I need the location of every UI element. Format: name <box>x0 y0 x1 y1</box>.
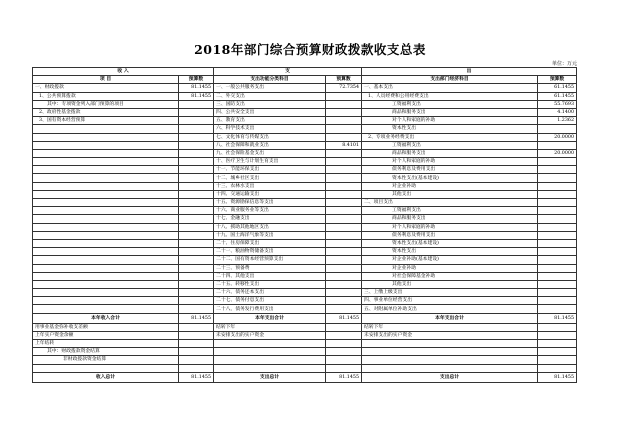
func-amount <box>326 323 362 331</box>
econ-item: 工资福利支出 <box>362 207 538 215</box>
econ-amount: 4.1400 <box>538 108 577 116</box>
header-group-row <box>33 68 577 76</box>
econ-item: 五、对附属单位补助支出 <box>362 305 538 313</box>
income-amount <box>179 117 214 125</box>
func-amount <box>326 340 362 348</box>
econ-amount <box>538 207 577 215</box>
econ-item: 四、事业单位经营支出 <box>362 297 538 305</box>
func-item: 二十二、国有资本经营预算支出 <box>214 256 326 264</box>
table-row <box>33 264 577 272</box>
empty-cell <box>326 364 362 372</box>
income-amount <box>179 280 214 288</box>
econ-item: 资本性支出(基本建设) <box>362 239 538 247</box>
income-item <box>33 141 179 149</box>
income-total-amount: 81.1455 <box>179 313 214 323</box>
empty-cell <box>214 364 326 372</box>
func-item: 二十六、债务还本支出 <box>214 289 326 297</box>
func-total-amount: 81.1455 <box>326 313 362 323</box>
func-amount <box>326 256 362 264</box>
func-item: 二十八、债务发行费用支出 <box>214 305 326 313</box>
income-amount <box>179 141 214 149</box>
empty-cell <box>538 364 577 372</box>
econ-grand-total-label: 支出总计 <box>362 372 538 382</box>
econ-amount <box>538 331 577 339</box>
func-item: 二十、住房保障支出 <box>214 239 326 247</box>
func-amount <box>326 100 362 108</box>
income-item <box>33 174 179 182</box>
table-row <box>33 133 577 141</box>
page-title: 2018年部门综合预算财政拨款收支总表 <box>194 42 426 57</box>
col-budget-header: 预算数 <box>326 76 362 84</box>
econ-amount <box>538 340 577 348</box>
income-amount <box>179 231 214 239</box>
econ-amount <box>538 323 577 331</box>
income-item <box>33 256 179 264</box>
income-amount <box>179 199 214 207</box>
col-budget-header: 预算数 <box>538 76 577 84</box>
income-total-label: 本年收入合计 <box>33 313 179 323</box>
econ-amount <box>538 166 577 174</box>
func-amount <box>326 305 362 313</box>
table-row <box>33 323 577 331</box>
econ-amount <box>538 305 577 313</box>
income-item: 用事业基金弥补收支差额 <box>33 323 179 331</box>
func-amount <box>326 331 362 339</box>
econ-item: 对个人和家庭的补助 <box>362 117 538 125</box>
table-row <box>33 92 577 100</box>
func-item: 二十三、预备费 <box>214 264 326 272</box>
income-amount <box>179 331 214 339</box>
income-item <box>33 207 179 215</box>
econ-item: 资本性支出 <box>362 125 538 133</box>
table-row <box>33 231 577 239</box>
income-item <box>33 133 179 141</box>
func-item: 十六、商业服务业等支出 <box>214 207 326 215</box>
table-row <box>33 256 577 264</box>
econ-item: 2、专项业务经费支出 <box>362 133 538 141</box>
econ-amount: 20.0000 <box>538 149 577 157</box>
func-amount <box>326 149 362 157</box>
func-amount <box>326 356 362 364</box>
func-amount <box>326 92 362 100</box>
econ-item: 商品和服务支出 <box>362 108 538 116</box>
income-amount <box>179 239 214 247</box>
income-item: 上年实户资金余额 <box>33 331 179 339</box>
func-item: 五、教育支出 <box>214 117 326 125</box>
func-item: 十、医疗卫生与计划生育支出 <box>214 158 326 166</box>
income-amount <box>179 223 214 231</box>
econ-item: 对个人和家庭的补助 <box>362 158 538 166</box>
table-row <box>33 248 577 256</box>
func-amount <box>326 207 362 215</box>
table-row <box>33 141 577 149</box>
col-project-header: 项 目 <box>33 76 179 84</box>
table-row <box>33 223 577 231</box>
econ-item: 二、项目支出 <box>362 199 538 207</box>
func-item: 十八、援助其他地区支出 <box>214 223 326 231</box>
econ-grand-total-amount: 81.1455 <box>538 372 577 382</box>
econ-amount: 61.1455 <box>538 84 577 92</box>
income-amount <box>179 348 214 356</box>
income-item <box>33 289 179 297</box>
econ-item: 对企业补助 <box>362 182 538 190</box>
func-amount <box>326 166 362 174</box>
income-item <box>33 149 179 157</box>
table-row <box>33 100 577 108</box>
econ-item: 对个人和家庭的补助 <box>362 223 538 231</box>
income-item: 其中：财政拨款资金结算 <box>33 348 179 356</box>
econ-amount <box>538 190 577 198</box>
econ-amount: 20.0000 <box>538 133 577 141</box>
econ-amount: 1.2362 <box>538 117 577 125</box>
econ-item: 债务利息及费用支出 <box>362 231 538 239</box>
econ-amount <box>538 248 577 256</box>
func-amount: 8.4101 <box>326 141 362 149</box>
econ-item: 对企业补助 <box>362 264 538 272</box>
income-item: 3、国有资本经营预算 <box>33 117 179 125</box>
table-row <box>33 215 577 223</box>
func-amount: 72.7354 <box>326 84 362 92</box>
func-item <box>214 356 326 364</box>
func-item: 七、文化体育与传媒支出 <box>214 133 326 141</box>
table-row <box>33 356 577 364</box>
func-amount <box>326 272 362 280</box>
econ-item: 其他支出 <box>362 280 538 288</box>
income-item <box>33 231 179 239</box>
func-amount <box>326 280 362 288</box>
income-amount <box>179 297 214 305</box>
income-amount <box>179 256 214 264</box>
econ-item <box>362 356 538 364</box>
income-amount <box>179 149 214 157</box>
func-item: 三、国防支出 <box>214 100 326 108</box>
income-amount <box>179 264 214 272</box>
econ-amount <box>538 125 577 133</box>
econ-amount <box>538 264 577 272</box>
table-row <box>33 272 577 280</box>
income-item <box>33 280 179 288</box>
income-amount <box>179 100 214 108</box>
func-total-label: 本年支出合计 <box>214 313 326 323</box>
table-row <box>33 297 577 305</box>
func-amount <box>326 223 362 231</box>
table-row <box>33 174 577 182</box>
econ-item <box>362 340 538 348</box>
header-column-row <box>33 76 577 84</box>
econ-amount <box>538 158 577 166</box>
econ-item: 资本性支出(基本建设) <box>362 174 538 182</box>
table-row <box>33 108 577 116</box>
func-amount <box>326 348 362 356</box>
table-row <box>33 190 577 198</box>
income-amount <box>179 108 214 116</box>
income-item: 非财政拨款资金结算 <box>33 356 179 364</box>
income-item <box>33 272 179 280</box>
func-amount <box>326 117 362 125</box>
income-amount: 81.1455 <box>179 92 214 100</box>
econ-amount <box>538 289 577 297</box>
func-item: 十九、国土海洋气象等支出 <box>214 231 326 239</box>
func-item: 未安排支出的实户资金 <box>214 331 326 339</box>
income-amount <box>179 182 214 190</box>
income-item <box>33 125 179 133</box>
econ-amount <box>538 256 577 264</box>
func-item: 一、一般公共服务支出 <box>214 84 326 92</box>
econ-item: 三、上缴上级支出 <box>362 289 538 297</box>
table-row <box>33 84 577 92</box>
unit-label: 单位：万元 <box>552 61 578 67</box>
econ-item: 结转下年 <box>362 323 538 331</box>
func-item <box>214 340 326 348</box>
table-row <box>33 305 577 313</box>
grand-total-row <box>33 372 577 382</box>
income-grand-total-label: 收入总计 <box>33 372 179 382</box>
income-amount <box>179 166 214 174</box>
econ-item: 商品和服务支出 <box>362 149 538 157</box>
econ-item <box>362 348 538 356</box>
econ-item: 商品和服务支出 <box>362 215 538 223</box>
table-row <box>33 125 577 133</box>
econ-amount <box>538 182 577 190</box>
func-item: 二十一、粮油物资储备支出 <box>214 248 326 256</box>
table-row <box>33 207 577 215</box>
income-amount <box>179 158 214 166</box>
econ-item: 其他支出 <box>362 190 538 198</box>
col-econ-header: 支出部门经济科目 <box>362 76 538 84</box>
func-amount <box>326 289 362 297</box>
func-amount <box>326 215 362 223</box>
func-item: 十七、金融支出 <box>214 215 326 223</box>
income-amount <box>179 248 214 256</box>
income-amount <box>179 174 214 182</box>
func-item: 八、社会保障和就业支出 <box>214 141 326 149</box>
econ-amount <box>538 215 577 223</box>
econ-amount <box>538 272 577 280</box>
empty-cell <box>362 364 538 372</box>
func-item: 十四、交通运输支出 <box>214 190 326 198</box>
table-row <box>33 331 577 339</box>
econ-item: 对社会保障基金补助 <box>362 272 538 280</box>
expense-group-header-right: 出 <box>362 68 577 76</box>
econ-item: 工资福利支出 <box>362 141 538 149</box>
func-amount <box>326 108 362 116</box>
table-row <box>33 364 577 372</box>
func-item: 十五、资源勘探信息等支出 <box>214 199 326 207</box>
income-grand-total-amount: 81.1455 <box>179 372 214 382</box>
func-item <box>214 348 326 356</box>
income-amount <box>179 125 214 133</box>
table-row <box>33 158 577 166</box>
func-amount <box>326 133 362 141</box>
year-total-row <box>33 313 577 323</box>
expense-group-header-left: 支 <box>214 68 362 76</box>
income-amount <box>179 305 214 313</box>
income-amount <box>179 323 214 331</box>
table-row <box>33 182 577 190</box>
income-item <box>33 215 179 223</box>
income-group-header: 收 入 <box>33 68 214 76</box>
econ-item: 对企业补助(基本建设) <box>362 256 538 264</box>
income-amount <box>179 289 214 297</box>
income-item <box>33 248 179 256</box>
func-amount <box>326 239 362 247</box>
func-amount <box>326 231 362 239</box>
func-grand-total-amount: 81.1455 <box>326 372 362 382</box>
func-item: 二十四、其他支出 <box>214 272 326 280</box>
func-item: 十一、节能环保支出 <box>214 166 326 174</box>
func-amount <box>326 174 362 182</box>
econ-item: 工资福利支出 <box>362 100 538 108</box>
econ-item: 资本性支出 <box>362 248 538 256</box>
col-budget-header: 预算数 <box>179 76 214 84</box>
func-amount <box>326 182 362 190</box>
table-row <box>33 239 577 247</box>
income-item <box>33 305 179 313</box>
income-item <box>33 239 179 247</box>
econ-total-amount: 81.1455 <box>538 313 577 323</box>
func-amount <box>326 190 362 198</box>
income-amount <box>179 207 214 215</box>
econ-amount <box>538 223 577 231</box>
func-item: 六、科学技术支出 <box>214 125 326 133</box>
income-item: 其中：专项资金列入部门预算的项目 <box>33 100 179 108</box>
econ-amount <box>538 174 577 182</box>
table-row <box>33 340 577 348</box>
income-item: 1、公共预算拨款 <box>33 92 179 100</box>
table-row <box>33 289 577 297</box>
table-row <box>33 280 577 288</box>
econ-item: 一、基本支出 <box>362 84 538 92</box>
func-amount <box>326 297 362 305</box>
table-row <box>33 149 577 157</box>
econ-amount <box>538 199 577 207</box>
econ-amount <box>538 356 577 364</box>
func-amount <box>326 248 362 256</box>
econ-item: 未安排支出的实户资金 <box>362 331 538 339</box>
func-item: 十三、农林水支出 <box>214 182 326 190</box>
income-item <box>33 199 179 207</box>
income-item: 一、财政拨款 <box>33 84 179 92</box>
econ-amount <box>538 141 577 149</box>
econ-total-label: 本年支出合计 <box>362 313 538 323</box>
income-amount <box>179 133 214 141</box>
table-row <box>33 166 577 174</box>
func-item: 十二、城乡社区支出 <box>214 174 326 182</box>
func-amount <box>326 264 362 272</box>
empty-cell <box>33 364 179 372</box>
income-amount <box>179 356 214 364</box>
income-item <box>33 264 179 272</box>
income-amount <box>179 215 214 223</box>
econ-amount <box>538 348 577 356</box>
func-item: 二十七、债务付息支出 <box>214 297 326 305</box>
budget-table <box>32 67 577 383</box>
func-item: 四、公共安全支出 <box>214 108 326 116</box>
empty-cell <box>179 364 214 372</box>
income-item <box>33 182 179 190</box>
econ-amount <box>538 280 577 288</box>
econ-amount: 61.1455 <box>538 92 577 100</box>
econ-amount <box>538 231 577 239</box>
income-amount <box>179 190 214 198</box>
table-row <box>33 199 577 207</box>
income-amount <box>179 340 214 348</box>
income-item <box>33 166 179 174</box>
func-item: 九、社会保险基金支出 <box>214 149 326 157</box>
econ-amount <box>538 297 577 305</box>
income-item <box>33 297 179 305</box>
func-amount <box>326 125 362 133</box>
func-item: 二十五、转移性支出 <box>214 280 326 288</box>
income-item <box>33 190 179 198</box>
func-amount <box>326 199 362 207</box>
econ-item: 债务利息及费用支出 <box>362 166 538 174</box>
income-item <box>33 158 179 166</box>
econ-amount: 55.7693 <box>538 100 577 108</box>
income-item: 2、政府性基金拨款 <box>33 108 179 116</box>
table-row <box>33 117 577 125</box>
income-item: 上年结转 <box>33 340 179 348</box>
func-grand-total-label: 支出总计 <box>214 372 326 382</box>
econ-item: 1、人员经费和公用经费支出 <box>362 92 538 100</box>
income-item <box>33 223 179 231</box>
func-item: 结转下年 <box>214 323 326 331</box>
func-amount <box>326 158 362 166</box>
func-item: 二、外交支出 <box>214 92 326 100</box>
col-func-header: 支出功能分类科目 <box>214 76 326 84</box>
table-row <box>33 348 577 356</box>
income-amount: 81.1455 <box>179 84 214 92</box>
econ-amount <box>538 239 577 247</box>
income-amount <box>179 272 214 280</box>
